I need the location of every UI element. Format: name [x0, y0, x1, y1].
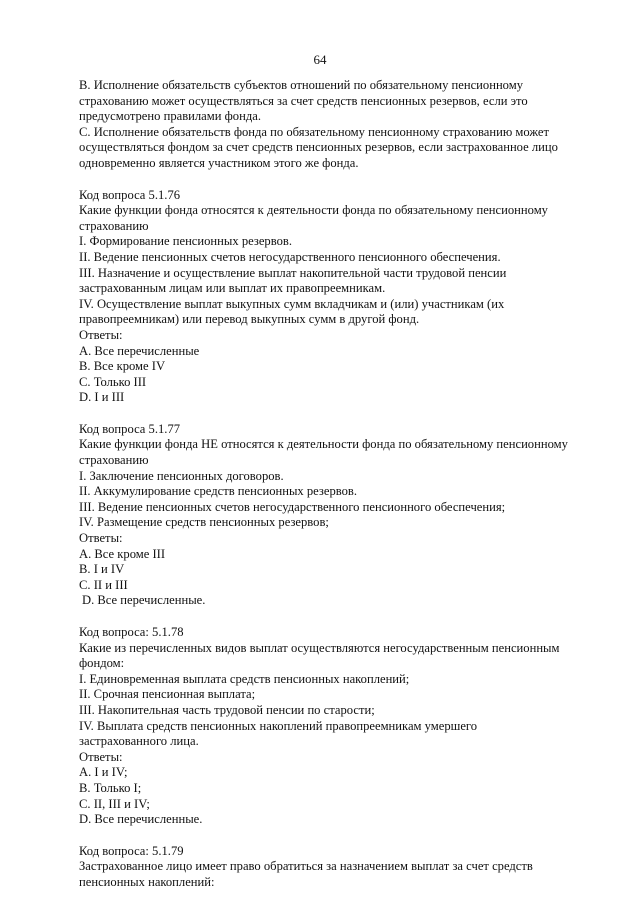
question-text: Застрахованное лицо имеет право обратиться за назначением выплат за счет средств [79, 859, 533, 874]
statement-item: II. Срочная пенсионная выплата; [79, 687, 256, 702]
statement-item: III. Назначение и осуществление выплат накопительной части трудовой пенсии [79, 265, 507, 280]
question-text: страхованию [79, 453, 149, 468]
question-text: Какие функции фонда НЕ относятся к деятельности фонда по обязательному пенсионному [79, 437, 568, 452]
statement-item: I. Заключение пенсионных договоров. [79, 468, 284, 483]
statement-item: II. Ведение пенсионных счетов негосударственного пенсионного обеспечения. [79, 249, 501, 264]
answers-label: Ответы: [79, 327, 123, 342]
page-content [79, 78, 599, 891]
question-block-5-1-76 [79, 188, 599, 406]
statement-item: III. Ведение пенсионных счетов негосударственного пенсионного обеспечения; [79, 499, 506, 514]
question-block-5-1-79 [79, 844, 599, 891]
statement-item: IV. Осуществление выплат выкупных сумм вкладчикам и (или) участникам (их [79, 296, 505, 311]
answer-option: В. I и IV [79, 562, 125, 577]
statement-item: IV. Выплата средств пенсионных накоплений правопреемникам умершего [79, 718, 478, 733]
statement-item: II. Аккумулирование средств пенсионных резервов. [79, 484, 358, 499]
answer-option: С. Только III [79, 374, 147, 389]
text-line: осуществляться фондом за счет средств пенсионных резервов, если застрахованное лицо [79, 140, 558, 155]
question-text: Какие из перечисленных видов выплат осуществляются негосударственным пенсионным [79, 640, 560, 655]
text-line: С. Исполнение обязательств фонда по обязательному пенсионному страхованию может [79, 124, 549, 139]
answer-option: D. Все перечисленные. [82, 593, 206, 608]
answer-option: С. II, III и IV; [79, 796, 150, 811]
question-text: Какие функции фонда относятся к деятельности фонда по обязательному пенсионному [79, 203, 548, 218]
intro-option-b [79, 78, 599, 125]
question-text: страхованию [79, 218, 149, 233]
answer-option: А. I и IV; [79, 765, 128, 780]
text-line: одновременно является участником этого же фонда. [79, 155, 359, 170]
statement-item: застрахованным лицам или выплат их правопреемникам. [79, 281, 386, 296]
answer-option: С. II и III [79, 577, 128, 592]
text-line: страхованию может осуществляться за счет средств пенсионных резервов, если это [79, 93, 528, 108]
statement-item: правопреемникам) или перевод выкупных сумм в другой фонд. [79, 312, 420, 327]
question-text: фондом: [79, 656, 125, 671]
question-text: пенсионных накоплений: [79, 874, 215, 889]
answer-option: D. Все перечисленные. [79, 812, 203, 827]
question-code: Код вопроса: 5.1.79 [79, 843, 184, 858]
question-code: Код вопроса: 5.1.78 [79, 625, 184, 639]
statement-item: IV. Размещение средств пенсионных резервов; [79, 515, 329, 530]
answers-label: Ответы: [79, 531, 123, 546]
answers-label: Ответы: [79, 749, 123, 764]
answer-option: А. Все перечисленные [79, 343, 200, 358]
answer-option: А. Все кроме III [79, 546, 166, 561]
text-line: В. Исполнение обязательств субъектов отношений по обязательному пенсионному [79, 78, 524, 92]
text-line: предусмотрено правилами фонда. [79, 109, 261, 124]
answer-option: В. Только I; [79, 780, 142, 795]
statement-item: I. Единовременная выплата средств пенсионных накоплений; [79, 671, 410, 686]
statement-item: I. Формирование пенсионных резервов. [79, 234, 292, 249]
page-number: 64 [313, 52, 327, 67]
question-code: Код вопроса 5.1.77 [79, 421, 181, 436]
answer-option: В. Все кроме IV [79, 359, 166, 374]
question-block-5-1-78 [79, 625, 599, 828]
statement-item: застрахованного лица. [79, 734, 199, 749]
question-code: Код вопроса 5.1.76 [79, 187, 181, 202]
answer-option: D. I и III [79, 390, 125, 405]
intro-option-c [79, 125, 599, 172]
statement-item: III. Накопительная часть трудовой пенсии по старости; [79, 702, 375, 717]
question-block-5-1-77 [79, 422, 599, 609]
